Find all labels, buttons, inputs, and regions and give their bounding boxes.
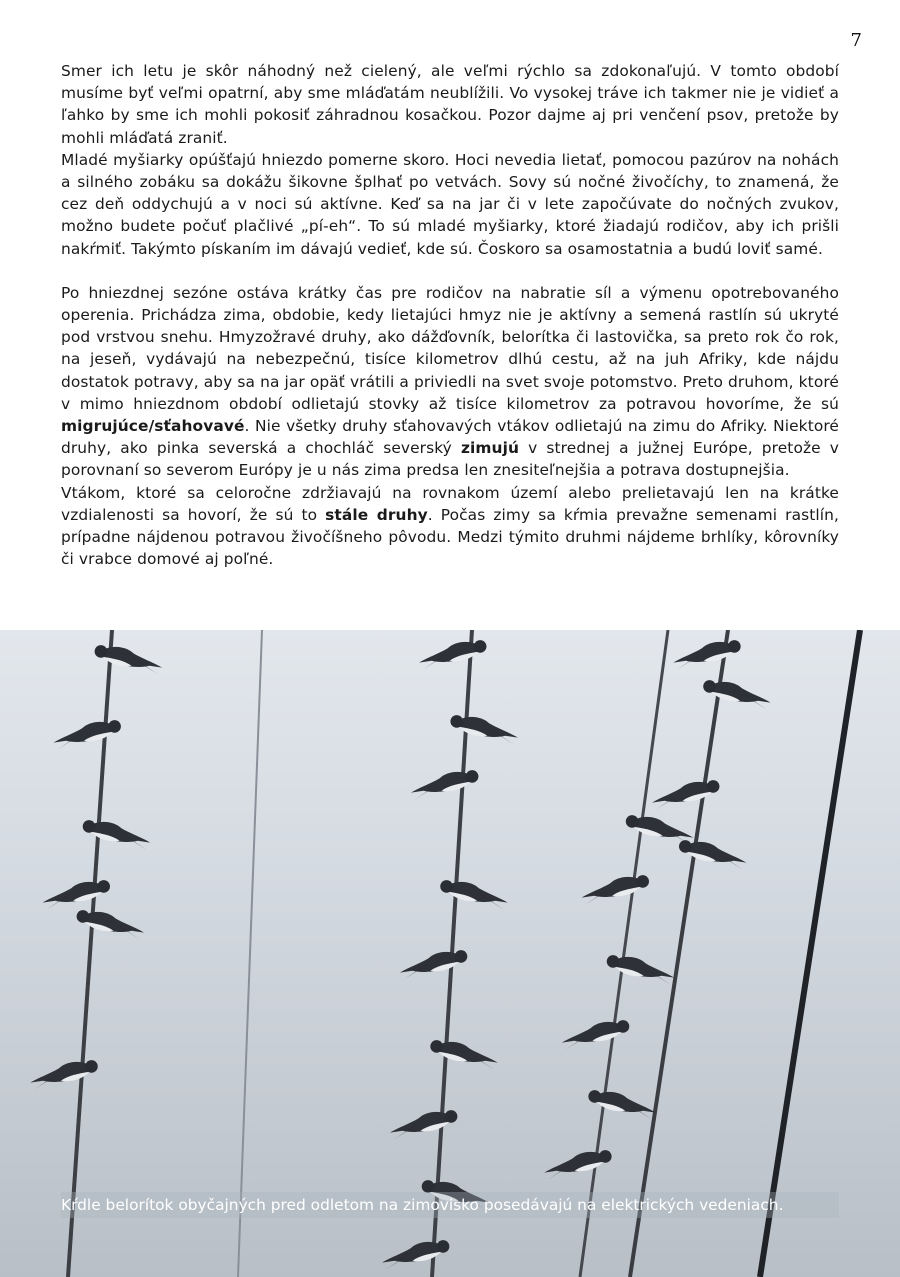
text-segment: Mladé myšiarky opúšťajú hniezdo pomerne skoro. Hoci nevedia lietať, pomocou pazúrov na nohách a silného zobáku sa dokážu šikovne šplhať po vetvách. Sovy sú nočné živočíchy, to znamená, že cez deň oddychujú a v noci sú aktívne. Keď sa na jar či v lete započúvate do nočných zvukov, možno budete počuť plačlivé „pí-eh“. To sú mladé myšiarky, ktoré žiadajú rodičov, aby ich prišli nakŕmiť. Takýmto pískaním im dávajú vedieť, kde sú. Čoskoro sa osamostatnia a budú loviť samé. xyxy=(61,150,839,258)
swallow-head xyxy=(450,715,463,728)
text-segment: . Počas zimy sa kŕmia prevažne semenami rastlín, prípadne nájdenou potravou živočíšneho pôvodu. Medzi týmito druhmi nájdeme brhlíky, kôrovníky či vrabce domové aj poľné. xyxy=(61,505,839,569)
swallow xyxy=(77,910,144,940)
swallow-head xyxy=(108,720,121,733)
swallow-head xyxy=(588,1090,601,1103)
swallow-head xyxy=(77,910,90,923)
swallow xyxy=(382,1240,450,1270)
swallow-head xyxy=(430,1040,443,1053)
text-segment: Smer ich letu je skôr náhodný než cielený, ale veľmi rýchlo sa zdokonaľujú. V tomto období musíme byť veľmi opatrní, aby sme mláďatám neublížili. Vo vysokej tráve ich takmer nie je vidieť a ľahko by sme ich mohli pokosiť záhradnou kosačkou. Pozor dajme aj pri venčení psov, pretože by mohli mláďatá zraniť. xyxy=(61,62,839,147)
swallow-head xyxy=(707,780,720,793)
swallow xyxy=(30,1060,98,1090)
swallow xyxy=(679,840,747,870)
paragraph xyxy=(61,482,839,571)
paragraph xyxy=(61,149,839,260)
swallow xyxy=(544,1150,612,1180)
text-segment: v strednej a južnej Európe, pretože v porovnaní so severom Európy je u nás zima predsa len znesiteľnejšia a potrava dostupnejšia. xyxy=(61,439,839,480)
swallow-head xyxy=(703,680,716,693)
swallow xyxy=(703,680,771,710)
text-segment: Po hniezdnej sezóne ostáva krátky čas pre rodičov na nabratie síl a výmenu opotrebovaného operenia. Prichádza zima, obdobie, kedy lietajúci hmyz nie je aktívny a semená rastlín sú ukryté pod vrstvou snehu. Hmyzožravé druhy, ako dážďovník, belorítka či lastovička, sa preto rok čo rok, na jeseň, vydávajú na nebezpečnú, tisíce kilometrov dlhú cestu, až na juh Afriky, kde nájdu dostatok potravy, aby sa na jar opäť vrátili a priviedli na svet svoje potomstvo. Preto druhom, ktoré v mimo hniezdnom období odlietajú stovky až tisíce kilometrov za potravou hovoríme, že sú xyxy=(61,283,839,413)
swallow xyxy=(450,715,518,745)
swallow xyxy=(626,815,694,845)
swallow xyxy=(607,955,675,985)
swallow xyxy=(419,640,487,670)
swallow xyxy=(652,780,720,810)
swallow-head xyxy=(679,840,692,853)
swallow-head xyxy=(607,955,620,968)
bold-term: zimujú xyxy=(460,439,520,458)
power-line xyxy=(238,630,262,1277)
swallow xyxy=(411,770,479,800)
swallow xyxy=(95,645,162,675)
swallow xyxy=(390,1110,458,1140)
swallow xyxy=(43,880,111,910)
swallow-head xyxy=(95,645,108,658)
swallow-head xyxy=(599,1150,612,1163)
swallow xyxy=(53,720,121,750)
text-segment: . Nie všetky druhy sťahovavých vtákov odlietajú na zimu do Afriky. Niektoré druhy, ako pinka severská a chochláč severský xyxy=(61,417,839,458)
article-text xyxy=(61,60,839,570)
power-line xyxy=(580,630,668,1277)
swallow-head xyxy=(728,640,741,653)
swallow xyxy=(582,875,650,905)
power-line xyxy=(760,630,860,1277)
swallow xyxy=(562,1020,630,1050)
swallow-head xyxy=(440,880,453,893)
swallow-head xyxy=(422,1180,435,1193)
swallow xyxy=(440,880,508,910)
swallow-head xyxy=(455,950,468,963)
page-number: 7 xyxy=(850,30,862,51)
swallow-head xyxy=(466,770,479,783)
swallow-head xyxy=(474,640,487,653)
swallow xyxy=(83,820,150,850)
swallow xyxy=(400,950,468,980)
photo-illustration xyxy=(0,630,900,1277)
swallow-head xyxy=(636,875,649,888)
swallow-head xyxy=(445,1110,458,1123)
swallow-head xyxy=(437,1240,450,1253)
swallow xyxy=(673,640,741,670)
swallow-head xyxy=(617,1020,630,1033)
swallow xyxy=(588,1090,656,1120)
paragraph xyxy=(61,282,839,482)
swallow xyxy=(430,1040,498,1070)
power-line xyxy=(630,630,728,1277)
swallow-head xyxy=(626,815,639,828)
swallows-on-wires-photo xyxy=(0,630,900,1277)
swallow-head xyxy=(97,880,110,893)
swallow-head xyxy=(85,1060,98,1073)
bold-term: migrujúce/sťahovavé xyxy=(61,417,245,436)
photo-caption: Kŕdle belorítok obyčajných pred odletom na zimovisko posedávajú na elektrických vedeniach. xyxy=(61,1192,839,1218)
bold-term: stále druhy xyxy=(325,505,428,524)
text-segment: Vtákom, ktoré sa celoročne zdržiavajú na rovnakom území alebo prelietavajú len na krátke vzdialenosti sa hovorí, že sú to xyxy=(61,483,839,524)
paragraph xyxy=(61,60,839,149)
swallow-head xyxy=(83,820,96,833)
